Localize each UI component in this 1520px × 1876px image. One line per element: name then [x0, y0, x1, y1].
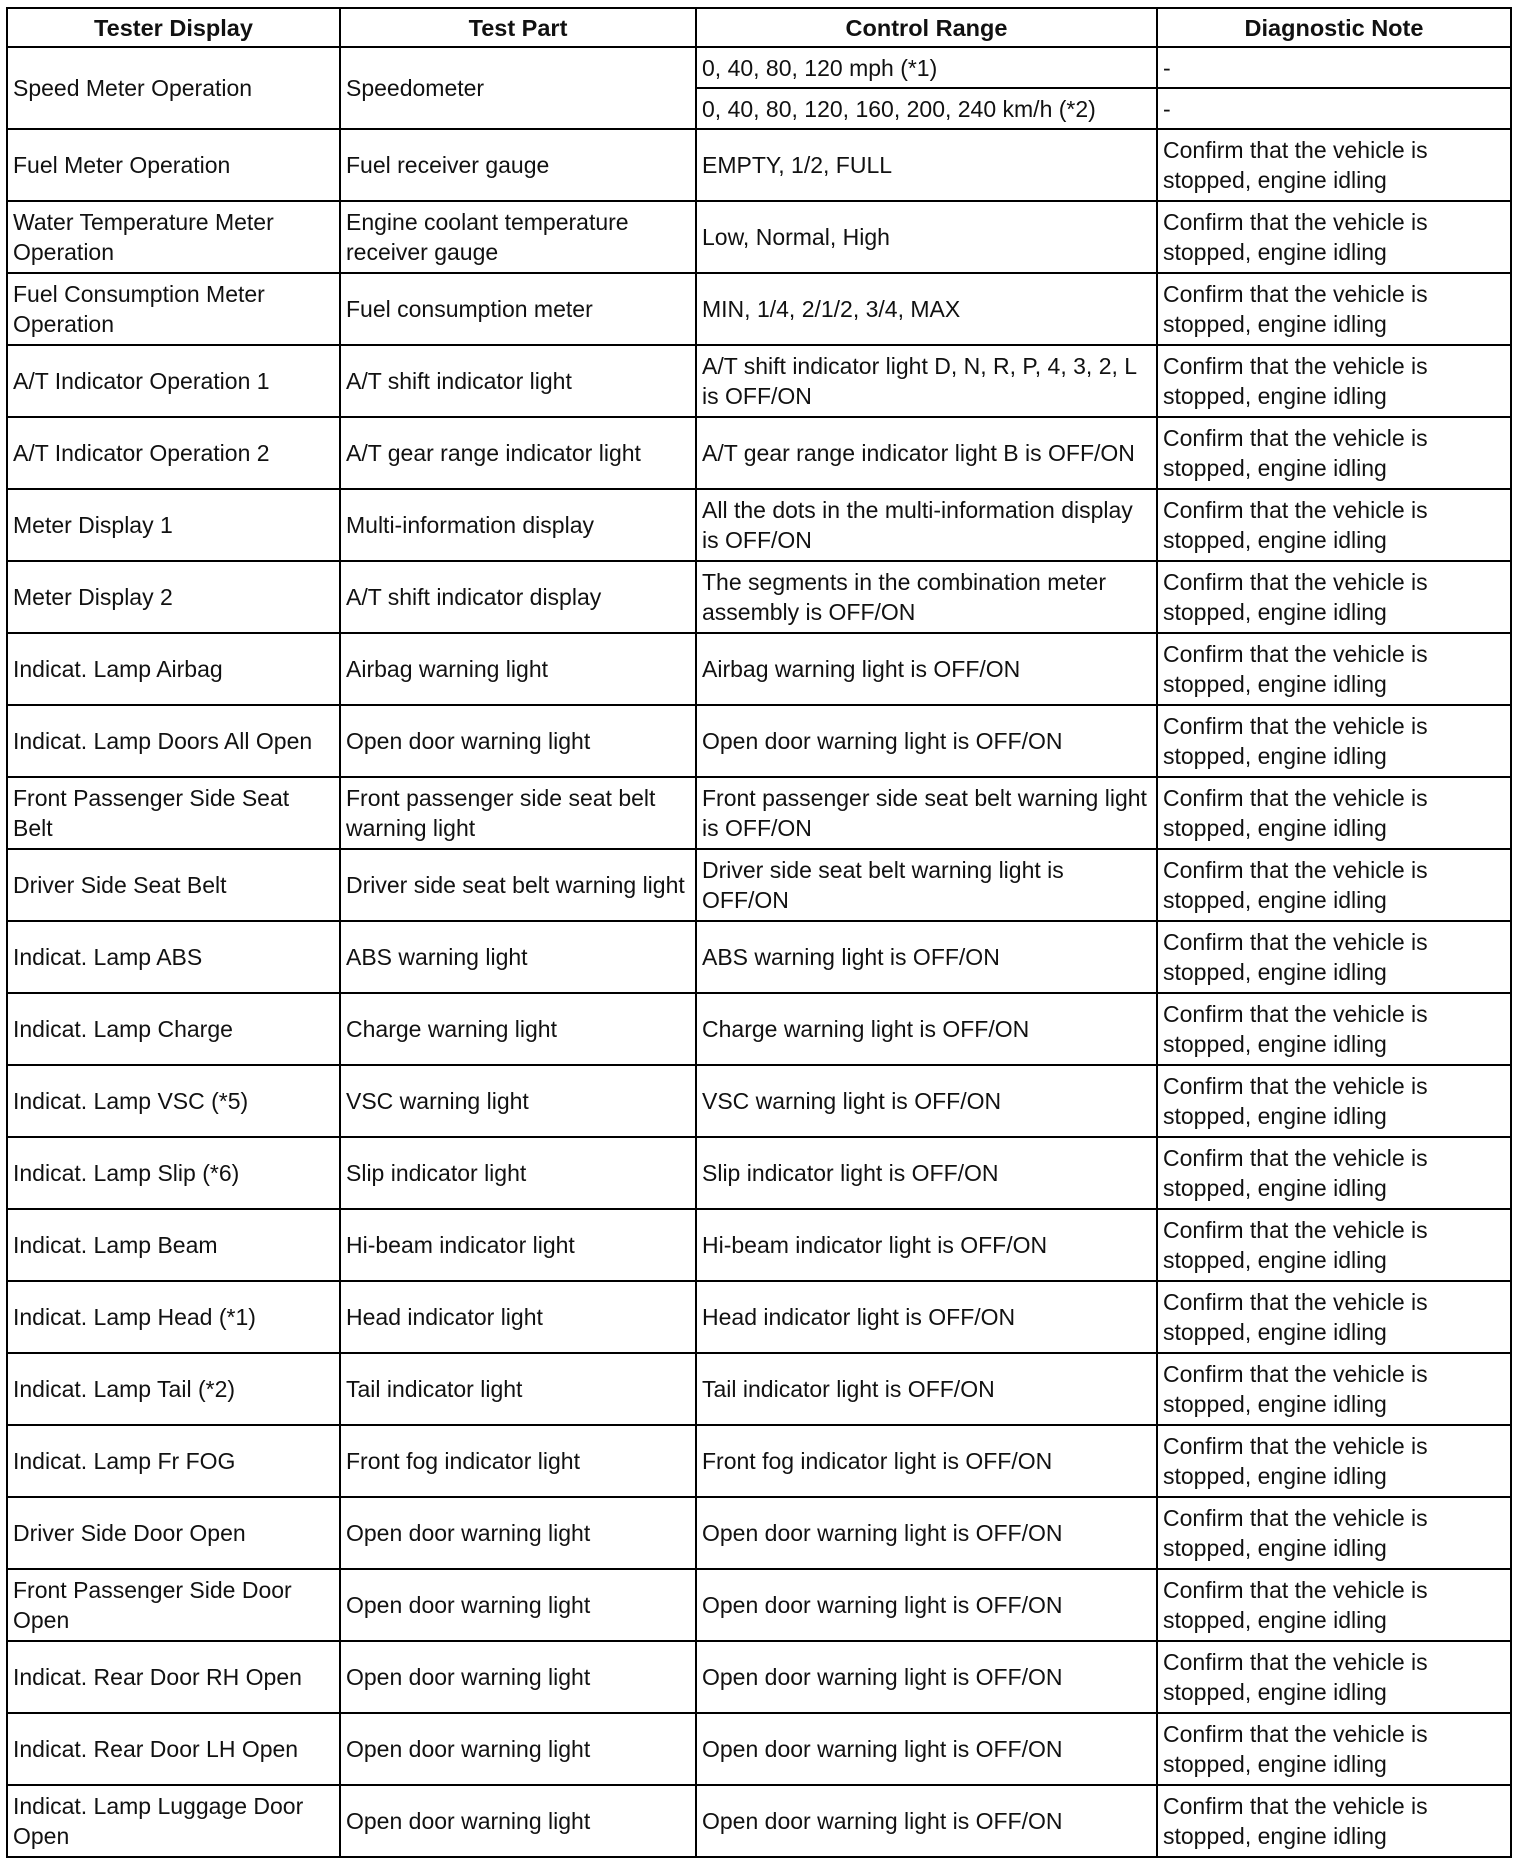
cell-test-part: Speedometer — [340, 47, 696, 129]
header-control-range: Control Range — [696, 8, 1157, 47]
table-row — [7, 1425, 1511, 1497]
table-row — [7, 201, 1511, 273]
cell-control-range: 0, 40, 80, 120 mph (*1) — [696, 47, 1157, 88]
cell-diagnostic-note: - — [1157, 47, 1511, 88]
cell-tester-display: Indicat. Lamp Fr FOG — [7, 1425, 340, 1497]
cell-control-range: The segments in the combination meter assembly is OFF/ON — [696, 561, 1157, 633]
cell-tester-display: Water Temperature Meter Operation — [7, 201, 340, 273]
cell-tester-display: A/T Indicator Operation 1 — [7, 345, 340, 417]
cell-control-range: A/T gear range indicator light B is OFF/ON — [696, 417, 1157, 489]
cell-diagnostic-note: Confirm that the vehicle is stopped, engine idling — [1157, 1065, 1511, 1137]
cell-control-range: ABS warning light is OFF/ON — [696, 921, 1157, 993]
table-row — [7, 993, 1511, 1065]
cell-tester-display: Front Passenger Side Door Open — [7, 1569, 340, 1641]
active-test-table-container — [6, 7, 1510, 1858]
table-row — [7, 1065, 1511, 1137]
cell-tester-display: Indicat. Lamp ABS — [7, 921, 340, 993]
cell-tester-display: Indicat. Lamp Tail (*2) — [7, 1353, 340, 1425]
cell-control-range: Charge warning light is OFF/ON — [696, 993, 1157, 1065]
cell-diagnostic-note: Confirm that the vehicle is stopped, engine idling — [1157, 129, 1511, 201]
cell-test-part: Open door warning light — [340, 1569, 696, 1641]
header-diagnostic-note: Diagnostic Note — [1157, 8, 1511, 47]
cell-test-part: Open door warning light — [340, 1713, 696, 1785]
cell-control-range: 0, 40, 80, 120, 160, 200, 240 km/h (*2) — [696, 88, 1157, 129]
cell-test-part: Slip indicator light — [340, 1137, 696, 1209]
cell-test-part: Open door warning light — [340, 705, 696, 777]
cell-diagnostic-note: Confirm that the vehicle is stopped, engine idling — [1157, 273, 1511, 345]
table-row — [7, 129, 1511, 201]
cell-diagnostic-note: Confirm that the vehicle is stopped, engine idling — [1157, 1209, 1511, 1281]
cell-tester-display: Indicat. Lamp Luggage Door Open — [7, 1785, 340, 1857]
cell-diagnostic-note: Confirm that the vehicle is stopped, engine idling — [1157, 1569, 1511, 1641]
cell-test-part: A/T shift indicator light — [340, 345, 696, 417]
cell-tester-display: Indicat. Lamp Doors All Open — [7, 705, 340, 777]
cell-diagnostic-note: Confirm that the vehicle is stopped, engine idling — [1157, 1785, 1511, 1857]
cell-diagnostic-note: Confirm that the vehicle is stopped, engine idling — [1157, 345, 1511, 417]
cell-diagnostic-note: Confirm that the vehicle is stopped, engine idling — [1157, 1137, 1511, 1209]
cell-control-range: MIN, 1/4, 2/1/2, 3/4, MAX — [696, 273, 1157, 345]
table-header-row — [7, 8, 1511, 47]
table-row — [7, 921, 1511, 993]
cell-control-range: EMPTY, 1/2, FULL — [696, 129, 1157, 201]
table-row — [7, 633, 1511, 705]
cell-control-range: Open door warning light is OFF/ON — [696, 1785, 1157, 1857]
cell-control-range: Open door warning light is OFF/ON — [696, 705, 1157, 777]
cell-test-part: Open door warning light — [340, 1785, 696, 1857]
cell-diagnostic-note: Confirm that the vehicle is stopped, engine idling — [1157, 1353, 1511, 1425]
cell-test-part: Front passenger side seat belt warning light — [340, 777, 696, 849]
cell-tester-display: Meter Display 2 — [7, 561, 340, 633]
cell-test-part: Airbag warning light — [340, 633, 696, 705]
header-tester-display: Tester Display — [7, 8, 340, 47]
cell-diagnostic-note: Confirm that the vehicle is stopped, engine idling — [1157, 201, 1511, 273]
table-row — [7, 1281, 1511, 1353]
table-row — [7, 777, 1511, 849]
table-row — [7, 273, 1511, 345]
cell-test-part: Engine coolant temperature receiver gauge — [340, 201, 696, 273]
cell-test-part: Open door warning light — [340, 1497, 696, 1569]
cell-control-range: Front fog indicator light is OFF/ON — [696, 1425, 1157, 1497]
table-row — [7, 489, 1511, 561]
table-row — [7, 1641, 1511, 1713]
cell-tester-display: Fuel Meter Operation — [7, 129, 340, 201]
cell-control-range: All the dots in the multi-information display is OFF/ON — [696, 489, 1157, 561]
cell-control-range: Open door warning light is OFF/ON — [696, 1713, 1157, 1785]
cell-control-range: Tail indicator light is OFF/ON — [696, 1353, 1157, 1425]
cell-control-range: Driver side seat belt warning light is OFF/ON — [696, 849, 1157, 921]
cell-test-part: VSC warning light — [340, 1065, 696, 1137]
table-row — [7, 417, 1511, 489]
cell-diagnostic-note: Confirm that the vehicle is stopped, engine idling — [1157, 993, 1511, 1065]
cell-diagnostic-note: Confirm that the vehicle is stopped, engine idling — [1157, 1641, 1511, 1713]
cell-diagnostic-note: Confirm that the vehicle is stopped, engine idling — [1157, 849, 1511, 921]
table-row — [7, 849, 1511, 921]
cell-diagnostic-note: Confirm that the vehicle is stopped, engine idling — [1157, 633, 1511, 705]
cell-test-part: Open door warning light — [340, 1641, 696, 1713]
cell-test-part: Charge warning light — [340, 993, 696, 1065]
cell-diagnostic-note: Confirm that the vehicle is stopped, engine idling — [1157, 561, 1511, 633]
cell-diagnostic-note: Confirm that the vehicle is stopped, engine idling — [1157, 1425, 1511, 1497]
cell-test-part: A/T gear range indicator light — [340, 417, 696, 489]
cell-diagnostic-note: Confirm that the vehicle is stopped, engine idling — [1157, 705, 1511, 777]
cell-tester-display: Indicat. Lamp Head (*1) — [7, 1281, 340, 1353]
cell-test-part: Head indicator light — [340, 1281, 696, 1353]
cell-tester-display: Indicat. Lamp Charge — [7, 993, 340, 1065]
cell-tester-display: Fuel Consumption Meter Operation — [7, 273, 340, 345]
cell-control-range: Head indicator light is OFF/ON — [696, 1281, 1157, 1353]
cell-tester-display: Indicat. Lamp Slip (*6) — [7, 1137, 340, 1209]
cell-test-part: Hi-beam indicator light — [340, 1209, 696, 1281]
table-row — [7, 1497, 1511, 1569]
cell-control-range: A/T shift indicator light D, N, R, P, 4, 3, 2, L is OFF/ON — [696, 345, 1157, 417]
table-row — [7, 705, 1511, 777]
cell-control-range: VSC warning light is OFF/ON — [696, 1065, 1157, 1137]
cell-tester-display: Indicat. Lamp Beam — [7, 1209, 340, 1281]
cell-tester-display: Indicat. Rear Door LH Open — [7, 1713, 340, 1785]
cell-test-part: A/T shift indicator display — [340, 561, 696, 633]
table-row — [7, 1353, 1511, 1425]
cell-tester-display: Indicat. Rear Door RH Open — [7, 1641, 340, 1713]
cell-test-part: Fuel consumption meter — [340, 273, 696, 345]
cell-test-part: Tail indicator light — [340, 1353, 696, 1425]
cell-tester-display: Indicat. Lamp Airbag — [7, 633, 340, 705]
cell-test-part: Front fog indicator light — [340, 1425, 696, 1497]
cell-tester-display: Speed Meter Operation — [7, 47, 340, 129]
cell-control-range: Low, Normal, High — [696, 201, 1157, 273]
cell-test-part: Driver side seat belt warning light — [340, 849, 696, 921]
cell-diagnostic-note: Confirm that the vehicle is stopped, engine idling — [1157, 1281, 1511, 1353]
cell-tester-display: Driver Side Seat Belt — [7, 849, 340, 921]
cell-control-range: Open door warning light is OFF/ON — [696, 1569, 1157, 1641]
cell-tester-display: Indicat. Lamp VSC (*5) — [7, 1065, 340, 1137]
table-row — [7, 1137, 1511, 1209]
cell-tester-display: Front Passenger Side Seat Belt — [7, 777, 340, 849]
cell-tester-display: Driver Side Door Open — [7, 1497, 340, 1569]
cell-diagnostic-note: Confirm that the vehicle is stopped, engine idling — [1157, 417, 1511, 489]
cell-control-range: Hi-beam indicator light is OFF/ON — [696, 1209, 1157, 1281]
table-row — [7, 345, 1511, 417]
cell-diagnostic-note: Confirm that the vehicle is stopped, engine idling — [1157, 777, 1511, 849]
cell-test-part: Multi-information display — [340, 489, 696, 561]
active-test-table — [6, 7, 1512, 1858]
table-row — [7, 561, 1511, 633]
cell-control-range: Open door warning light is OFF/ON — [696, 1497, 1157, 1569]
cell-control-range: Slip indicator light is OFF/ON — [696, 1137, 1157, 1209]
table-row — [7, 1209, 1511, 1281]
cell-diagnostic-note: Confirm that the vehicle is stopped, engine idling — [1157, 489, 1511, 561]
cell-diagnostic-note: - — [1157, 88, 1511, 129]
cell-diagnostic-note: Confirm that the vehicle is stopped, engine idling — [1157, 1497, 1511, 1569]
cell-control-range: Front passenger side seat belt warning light is OFF/ON — [696, 777, 1157, 849]
header-test-part: Test Part — [340, 8, 696, 47]
cell-test-part: Fuel receiver gauge — [340, 129, 696, 201]
cell-control-range: Airbag warning light is OFF/ON — [696, 633, 1157, 705]
cell-test-part: ABS warning light — [340, 921, 696, 993]
cell-control-range: Open door warning light is OFF/ON — [696, 1641, 1157, 1713]
cell-diagnostic-note: Confirm that the vehicle is stopped, engine idling — [1157, 921, 1511, 993]
table-row — [7, 1713, 1511, 1785]
cell-tester-display: A/T Indicator Operation 2 — [7, 417, 340, 489]
table-row — [7, 1569, 1511, 1641]
cell-diagnostic-note: Confirm that the vehicle is stopped, engine idling — [1157, 1713, 1511, 1785]
table-row-speed-meter — [7, 47, 1511, 88]
table-row — [7, 1785, 1511, 1857]
cell-tester-display: Meter Display 1 — [7, 489, 340, 561]
